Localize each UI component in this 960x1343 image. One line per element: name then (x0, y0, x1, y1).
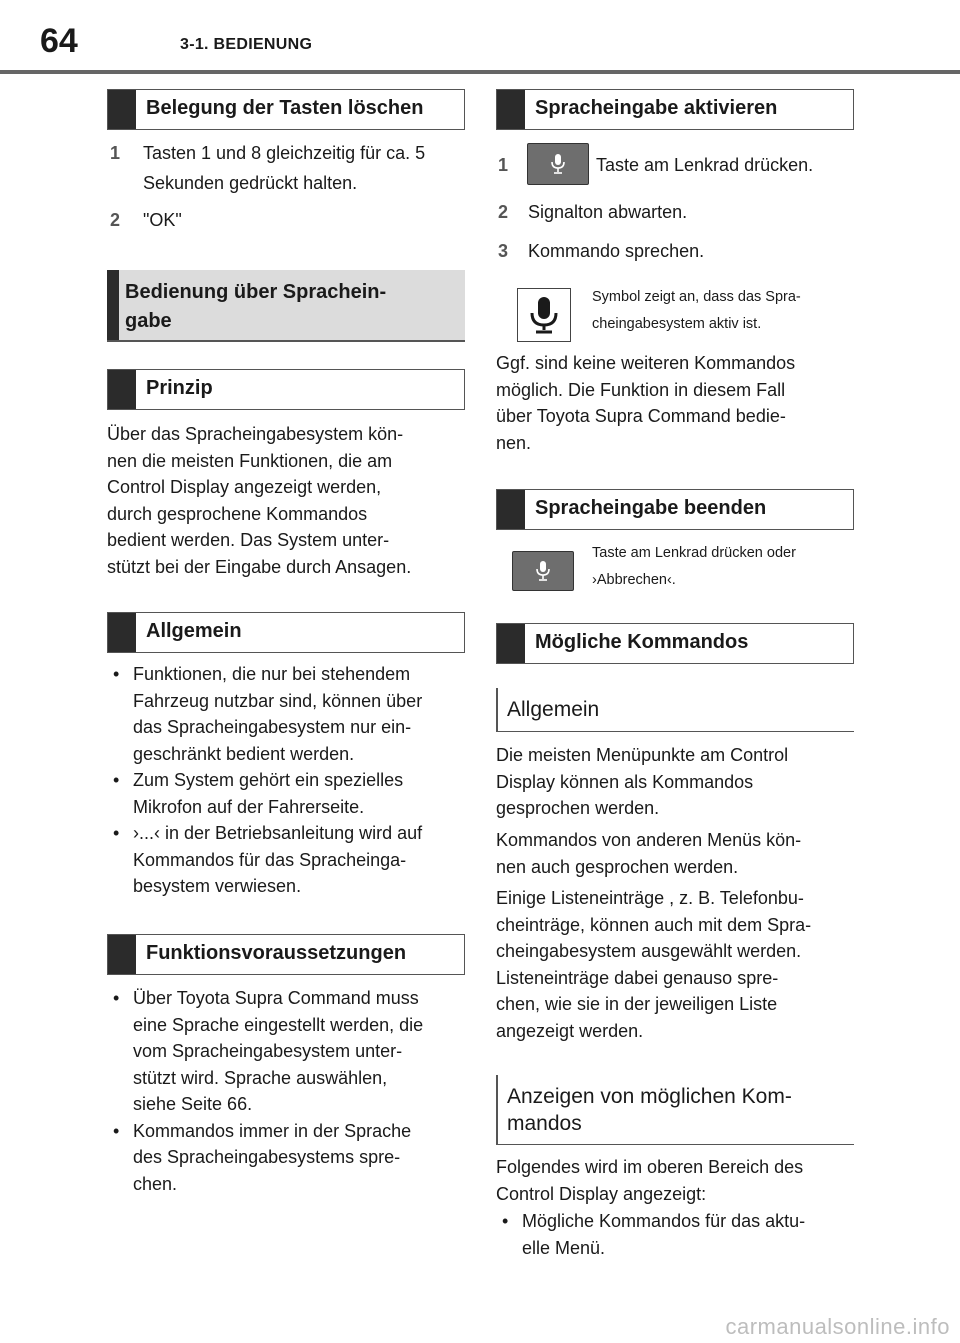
heading-text: Funktionsvoraussetzungen (146, 942, 407, 964)
text-line: Symbol zeigt an, dass das Spra- (592, 289, 801, 305)
heading-line: Bedienung über Sprachein- (125, 281, 387, 303)
ggf-paragraph (496, 350, 858, 456)
bullet-item (107, 661, 469, 767)
step-1-belegung (110, 138, 470, 198)
subheading-anzeigen (496, 1075, 854, 1145)
heading-prinzip (107, 369, 465, 410)
text-line: Taste am Lenkrad drücken oder (592, 545, 796, 561)
text-line: Mikrofon auf der Fahrerseite. (133, 796, 365, 817)
heading-text: Mögliche Kommandos (535, 631, 749, 653)
text-line: des Spracheingabesystems spre- (133, 1147, 401, 1167)
text-line: • Kommandos immer in der Sprache (133, 1120, 412, 1141)
step-number: 2 (110, 210, 121, 230)
heading-bar (497, 90, 525, 129)
prinzip-paragraph (107, 421, 467, 580)
text-line: Anzeigen von möglichen Kom- (507, 1085, 792, 1108)
text-line: Folgendes wird im oberen Bereich des (496, 1157, 804, 1177)
heading-bar (497, 624, 525, 663)
text-line: Einige Listeneinträge , z. B. Telefonbu- (496, 888, 804, 908)
bullet-item (107, 1118, 469, 1198)
subheading-text (507, 1083, 792, 1137)
step-number: 1 (110, 143, 121, 163)
heading-text: Spracheingabe aktivieren (535, 97, 778, 119)
step-text: Tasten 1 und 8 gleichzeitig für ca. 5 Sekunden gedrückt halten. (143, 143, 426, 193)
kommandos-para-1 (496, 742, 858, 822)
text-line: cheingabesystem aktiv ist. (592, 316, 762, 332)
text-line: möglich. Die Funktion in diesem Fall (496, 379, 786, 400)
text-line: cheinträge, können auch mit dem Spra- (496, 914, 812, 935)
text-line: elle Menü. (522, 1237, 606, 1258)
header-rule (0, 70, 960, 74)
mic-button-image (512, 551, 574, 591)
text-line: ›Abbrechen‹. (592, 572, 676, 588)
step-text: "OK" (143, 210, 182, 230)
step-number: 3 (498, 241, 509, 261)
bullet-item (107, 767, 469, 820)
heading-text: Belegung der Tasten löschen (146, 97, 424, 119)
step-3-aktivieren (498, 236, 858, 266)
heading-bar (497, 490, 525, 529)
mic-symbol-image (517, 288, 571, 342)
text-line: über Toyota Supra Command bedie- (496, 406, 786, 426)
heading-beenden (496, 489, 854, 530)
text-line: nen die meisten Funktionen, die am (107, 450, 393, 471)
microphone-button-icon (535, 560, 551, 582)
text-line: stützt bei der Eingabe durch Ansagen. (107, 556, 412, 577)
text-line: • Zum System gehört ein spezielles (133, 770, 404, 790)
heading-text: Prinzip (146, 377, 213, 399)
heading-allgemein (107, 612, 465, 653)
text-line: bedient werden. Das System unter- (107, 530, 390, 550)
text-line: geschränkt bedient werden. (133, 743, 355, 764)
step-2-belegung (110, 205, 470, 235)
heading-text: Allgemein (146, 620, 242, 642)
text-line: Die meisten Menüpunkte am Control (496, 745, 789, 765)
text-line: cheingabesystem ausgewählt werden. (496, 941, 802, 961)
heading-funktionsvoraussetzungen (107, 934, 465, 975)
watermark: carmanualsonline.info (725, 1314, 950, 1339)
text-line: • Funktionen, die nur bei stehendem (133, 664, 411, 684)
subheading-allgemein (496, 688, 854, 732)
text-line: mandos (507, 1112, 582, 1135)
text-line: vom Spracheingabesystem unter- (133, 1041, 403, 1061)
text-line: Control Display angezeigt: (496, 1183, 707, 1204)
microphone-button-icon (550, 153, 566, 175)
text-line: • Über Toyota Supra Command muss (133, 988, 419, 1008)
text-line: Kommandos von anderen Menüs kön- (496, 830, 802, 850)
step-2-aktivieren (498, 197, 858, 227)
bullet-item (107, 985, 469, 1118)
heading-text: Spracheingabe beenden (535, 497, 767, 519)
funktion-bullets (107, 985, 469, 1197)
text-line: angezeigt werden. (496, 1020, 644, 1041)
text-line: chen, wie sie in der jeweiligen Liste (496, 994, 778, 1014)
text-line: Control Display angezeigt werden, (107, 477, 382, 497)
text-line: siehe Seite 66. (133, 1094, 253, 1114)
chapter-title: 3-1. BEDIENUNG (180, 36, 313, 53)
allgemein-bullets (107, 661, 469, 900)
kommandos-para-3 (496, 885, 862, 1044)
text-line: durch gesprochene Kommandos (107, 503, 368, 524)
bullet-item (496, 1208, 858, 1261)
text-line: das Spracheingabesystem nur ein- (133, 717, 412, 737)
heading-bedienung (107, 270, 465, 342)
step-text: Kommando sprechen. (528, 241, 705, 261)
heading-bar (108, 935, 136, 974)
text-line: Über das Spracheingabesystem kön- (107, 424, 404, 444)
bullet-item (107, 820, 469, 900)
text-line: eine Sprache eingestellt werden, die (133, 1014, 424, 1035)
text-line: Fahrzeug nutzbar sind, können über (133, 690, 423, 711)
folgendes-bullets (496, 1208, 858, 1261)
text-line: besystem verwiesen. (133, 876, 302, 896)
page-number: 64 (40, 22, 78, 60)
heading-text (125, 278, 445, 336)
heading-bar (107, 270, 119, 340)
text-line: gesprochen werden. (496, 798, 660, 818)
step-text: Taste am Lenkrad drücken. (596, 155, 814, 175)
step-number: 1 (498, 155, 509, 175)
heading-bar (108, 90, 136, 129)
heading-kommandos (496, 623, 854, 664)
text-line: Listeneinträge dabei genauso spre- (496, 967, 779, 988)
text-line: • Mögliche Kommandos für das aktu- (522, 1211, 806, 1231)
microphone-symbol-icon (528, 295, 560, 335)
heading-aktivieren (496, 89, 854, 130)
heading-belegung (107, 89, 465, 130)
subheading-text: Allgemein (507, 698, 600, 721)
kommandos-para-2 (496, 827, 858, 880)
folgendes-paragraph (496, 1154, 858, 1207)
beenden-note (592, 540, 854, 594)
step-number: 2 (498, 202, 509, 222)
text-line: stützt wird. Sprache auswählen, (133, 1067, 388, 1088)
heading-bar (108, 613, 136, 652)
text-line: Display können als Kommandos (496, 771, 754, 792)
mic-button-image (527, 143, 589, 185)
heading-bar (108, 370, 136, 409)
text-line: • ›...‹ in der Betriebsanleitung wird auf (133, 823, 423, 843)
text-line: nen. (496, 432, 532, 453)
symbol-note (592, 284, 854, 338)
step-text: Signalton abwarten. (528, 202, 688, 222)
text-line: nen auch gesprochen werden. (496, 856, 739, 877)
text-line: Ggf. sind keine weiteren Kommandos (496, 353, 796, 373)
heading-line: gabe (125, 310, 172, 332)
text-line: Kommandos für das Spracheinga- (133, 849, 407, 870)
text-line: chen. (133, 1173, 178, 1194)
